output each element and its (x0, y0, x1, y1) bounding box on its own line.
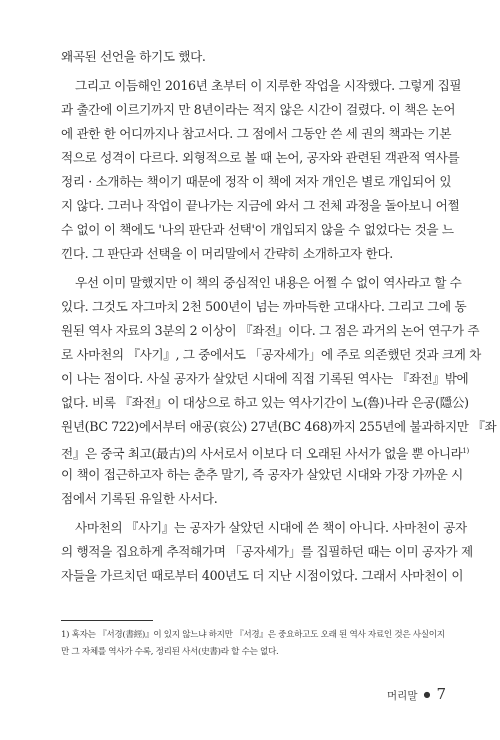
body-line: 낀다. 그 판단과 선택을 이 머리말에서 간략히 소개하고자 한다. (61, 246, 393, 261)
body-line: 정리 · 소개하는 책이기 때문에 정작 이 책에 저자 개인은 별로 개입되어 있 (61, 174, 452, 189)
body-line-with-footnote-ref (61, 443, 469, 462)
body-line: 원년(BC 722)에서부터 애공(哀公) 27년(BC 468)까지 255년에 불과하지만 『좌 (61, 419, 497, 434)
body-line: 이 책이 접근하고자 하는 춘추 말기, 즉 공자가 살았던 시대와 가장 가까운 시 (61, 467, 463, 482)
body-line: 왜곡된 선언을 하기도 했다. (61, 49, 206, 64)
running-footer-title: 머리말 (387, 690, 418, 702)
body-line: 의 행적을 집요하게 추적해가며 「공자세가」를 집필하던 때는 이미 공자가 제 (61, 544, 473, 559)
body-line: 있다. 그것도 자그마치 2천 500년이 넘는 까마득한 고대사다. 그리고 그에 동 (61, 299, 467, 314)
footnote-reference[interactable]: 1) (462, 447, 469, 455)
footnote-divider (61, 620, 153, 621)
footnote-line: 1) 혹자는 『서경(書經)』이 있지 않느냐 하지만 『서경』은 중요하고도 오래 된 역사 자료인 것은 사실이지 (61, 630, 445, 640)
footnote-line: 만 그 자체를 역사가 수록, 정리된 사서(史書)라 할 수는 없다. (61, 647, 279, 657)
page-footer (387, 685, 446, 703)
body-line: 사마천의 『사기』는 공자가 살았던 시대에 쓴 책이 아니다. 사마천이 공자 (75, 520, 467, 535)
page-number: 7 (436, 685, 446, 703)
body-line: 수 없이 이 책에도 '나의 판단과 선택'이 개입되지 않을 수 없었다는 것을 느 (61, 222, 454, 237)
body-line: 적으로 성격이 다르다. 외형적으로 볼 때 논어, 공자와 관련된 객관적 역사를 (61, 150, 460, 165)
body-line: 우선 이미 말했지만 이 책의 중심적인 내용은 어쩔 수 없이 역사라고 할 수 (75, 275, 462, 290)
body-line: 로 사마천의 『사기』, 그 중에서도 「공자세가」에 주로 의존했던 것과 크게 차 (61, 347, 481, 362)
bullet-icon: ● (423, 690, 431, 699)
body-line: 원된 역사 자료의 3분의 2 이상이 『좌전』이다. 그 점은 과거의 논어 연구가 주 (61, 323, 480, 338)
body-line-text: 전』은 중국 최고(最古)의 사서로서 이보다 더 오래된 사서가 없을 뿐 아니라 (61, 446, 463, 462)
body-line: 자들을 가르치던 때로부터 400년도 더 지난 시점이었다. 그래서 사마천이 이 (61, 568, 464, 583)
body-line: 이 나는 점이다. 사실 공자가 살았던 시대에 직접 기록된 역사는 『좌전』밖에 (61, 371, 469, 386)
body-line: 과 출간에 이르기까지 만 8년이라는 적지 않은 시간이 걸렸다. 이 책은 논어 (61, 102, 456, 117)
body-line: 지 않다. 그러나 작업이 끝나가는 지금에 와서 그 전체 과정을 돌아보니 어쩔 (61, 198, 460, 213)
body-line: 에 관한 한 어디까지나 참고서다. 그 점에서 그동안 쓴 세 권의 책과는 기본 (61, 126, 452, 141)
body-line: 없다. 비록 『좌전』이 대상으로 하고 있는 역사기간이 노(魯)나라 은공(隱公) (61, 395, 469, 410)
body-line: 그리고 이듬해인 2016년 초부터 이 지루한 작업을 시작했다. 그렇게 집필 (75, 78, 462, 93)
body-line: 점에서 기록된 유일한 사서다. (61, 491, 218, 506)
